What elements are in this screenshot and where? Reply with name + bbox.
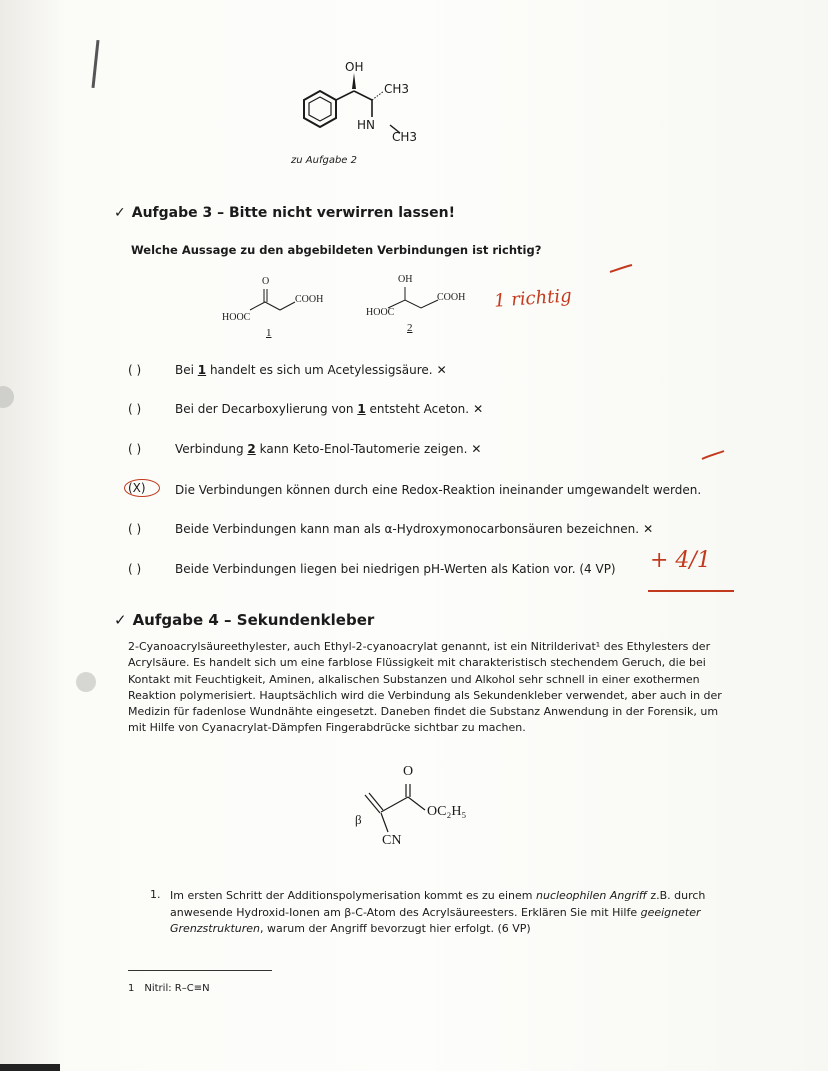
task-text [170, 888, 730, 938]
option-2-post: entsteht Aceton. [365, 402, 470, 416]
red-tick-mark [608, 262, 634, 276]
punch-hole-top [0, 386, 14, 408]
task-line1-italic: nucleophilen Angriff [536, 889, 647, 902]
compound2-number: 2 [407, 322, 413, 334]
aufgabe4-heading [114, 611, 374, 629]
option-4-mark[interactable]: (X) [124, 479, 160, 497]
red-tick-mark-2 [700, 448, 726, 462]
check-mark-icon: ✓ [114, 205, 126, 221]
footnote [128, 983, 210, 994]
question-prefix: Welche Aussage zu den abgebildeten Verbindungen ist [131, 243, 493, 257]
option-3-num: 2 [247, 442, 256, 456]
question-suffix: ? [534, 243, 542, 257]
task-line-3 [170, 921, 730, 938]
question-bold: richtig [492, 243, 535, 257]
option-2-pre: Bei der Decarboxylierung von [175, 402, 358, 416]
task-line2-italic: geeigneter [640, 905, 701, 919]
option-5-pre: Beide Verbindungen kann man als α-Hydroxymonocarbonsäuren bezeichnen. [175, 522, 640, 536]
task-line1-a: Im ersten Schritt der Additionspolymerisation kommt es zu einem [170, 889, 536, 902]
mol-hn-label: HN [357, 118, 375, 132]
option-4-pre: Die Verbindungen können durch eine Redox-Reaktion ineinander umgewandelt werden. [175, 483, 702, 497]
option-1-pre: Bei [175, 363, 198, 377]
aufgabe3-question [131, 243, 541, 257]
task-line2: anwesende Hydroxid-Ionen am β-C-Atom des Acrylsäureesters. Erklären Sie mit Hilfe [170, 905, 641, 919]
mol-ch3-label: CH3 [384, 82, 410, 96]
mol-ch3b-label: CH3 [392, 130, 418, 144]
paragraph-line: mit Hilfe von Cyanacrylat-Dämpfen Fingerabdrücke sichtbar zu machen. [128, 721, 526, 735]
task-line-1 [170, 888, 730, 905]
mol-caption: zu Aufgabe 2 [291, 155, 357, 166]
compound1-cooh: COOH [295, 294, 324, 305]
option-6-mark[interactable]: ( ) [128, 562, 142, 576]
option-1-mark[interactable]: ( ) [128, 363, 142, 377]
option-5-mark[interactable]: ( ) [128, 522, 142, 536]
option-2-mark[interactable]: ( ) [128, 402, 142, 416]
footnote-rule [128, 970, 272, 971]
task-line1-b: z.B. durch [646, 889, 706, 902]
cross-icon: ✕ [436, 363, 447, 377]
paragraph-line: Medizin für fadenlose Wundnähte eingesetzt. Daneben findet die Substanz Anwendung in der Forensik, um [128, 705, 719, 719]
option-3-pre: Verbindung [175, 442, 248, 456]
aufgabe4-paragraph [128, 639, 728, 737]
compound1-number: 1 [266, 327, 272, 339]
annotation-richtig: 1 richtig [493, 285, 573, 312]
task-line3-italic: Grenzstrukturen [170, 922, 261, 935]
score-annotation: + 4/1 [650, 548, 711, 573]
paragraph-line: Reaktion polymerisiert. Hauptsächlich wird die Verbindung als Sekundenkleber verwendet, aber auch in der [128, 688, 722, 702]
option-2-num: 1 [357, 402, 366, 416]
mol-oh-label: OH [345, 60, 364, 74]
task-line-2 [170, 905, 730, 922]
compound1-hooc: HOOC [222, 312, 251, 323]
cross-icon: ✕ [643, 522, 654, 536]
scan-edge-mark [91, 40, 99, 88]
paragraph-line: Kontakt mit Feuchtigkeit, Aminen, alkalischen Substanzen und Alkohol sehr schnell in einer exothermen [128, 672, 700, 686]
compound1-o: O [262, 276, 270, 287]
option-1-num: 1 [197, 363, 207, 377]
check-mark-icon: ✓ [114, 611, 127, 629]
aufgabe4-title: Aufgabe 4 – Sekundenkleber [132, 611, 375, 629]
compound2-hooc: HOOC [366, 307, 395, 318]
scan-edge-mark-bottom [0, 1064, 60, 1071]
option-1-post: handelt es sich um Acetylessigsäure. [206, 363, 433, 377]
paragraph-line: Acrylsäure. Es handelt sich um eine farblose Flüssigkeit mit charakteristisch stechendem Geruch, die bei [128, 656, 706, 670]
option-6-pre: Beide Verbindungen liegen bei niedrigen pH-Werten als Kation vor. (4 VP) [175, 562, 616, 576]
footnote-text: Nitril: R–C≡N [144, 983, 210, 994]
footnote-number: 1 [128, 983, 135, 994]
cross-icon: ✕ [473, 402, 484, 416]
structure-o: O [403, 764, 414, 779]
aufgabe3-title: Aufgabe 3 – Bitte nicht verwirren lassen! [131, 205, 455, 221]
structure-beta: β [355, 812, 362, 827]
compound2-cooh: COOH [437, 292, 466, 303]
punch-hole-bottom [76, 672, 96, 692]
task-line3: , warum der Angriff bevorzugt hier erfolgt. (6 VP) [260, 922, 531, 935]
score-underline [648, 590, 734, 592]
aufgabe3-heading [114, 205, 455, 221]
paragraph-line: 2-Cyanoacrylsäureethylester, auch Ethyl-2-cyanoacrylat genannt, ist ein Nitrilderivat¹ des Ethylesters der [128, 640, 711, 653]
task-number: 1. [150, 888, 161, 901]
option-3-post: kann Keto-Enol-Tautomerie zeigen. [255, 442, 468, 456]
option-3-mark[interactable]: ( ) [128, 442, 142, 456]
cross-icon: ✕ [471, 442, 482, 456]
structure-cn: CN [382, 833, 402, 848]
structure-oc2h5: OC₂H₅ [427, 804, 467, 819]
compound2-oh: OH [398, 274, 413, 285]
